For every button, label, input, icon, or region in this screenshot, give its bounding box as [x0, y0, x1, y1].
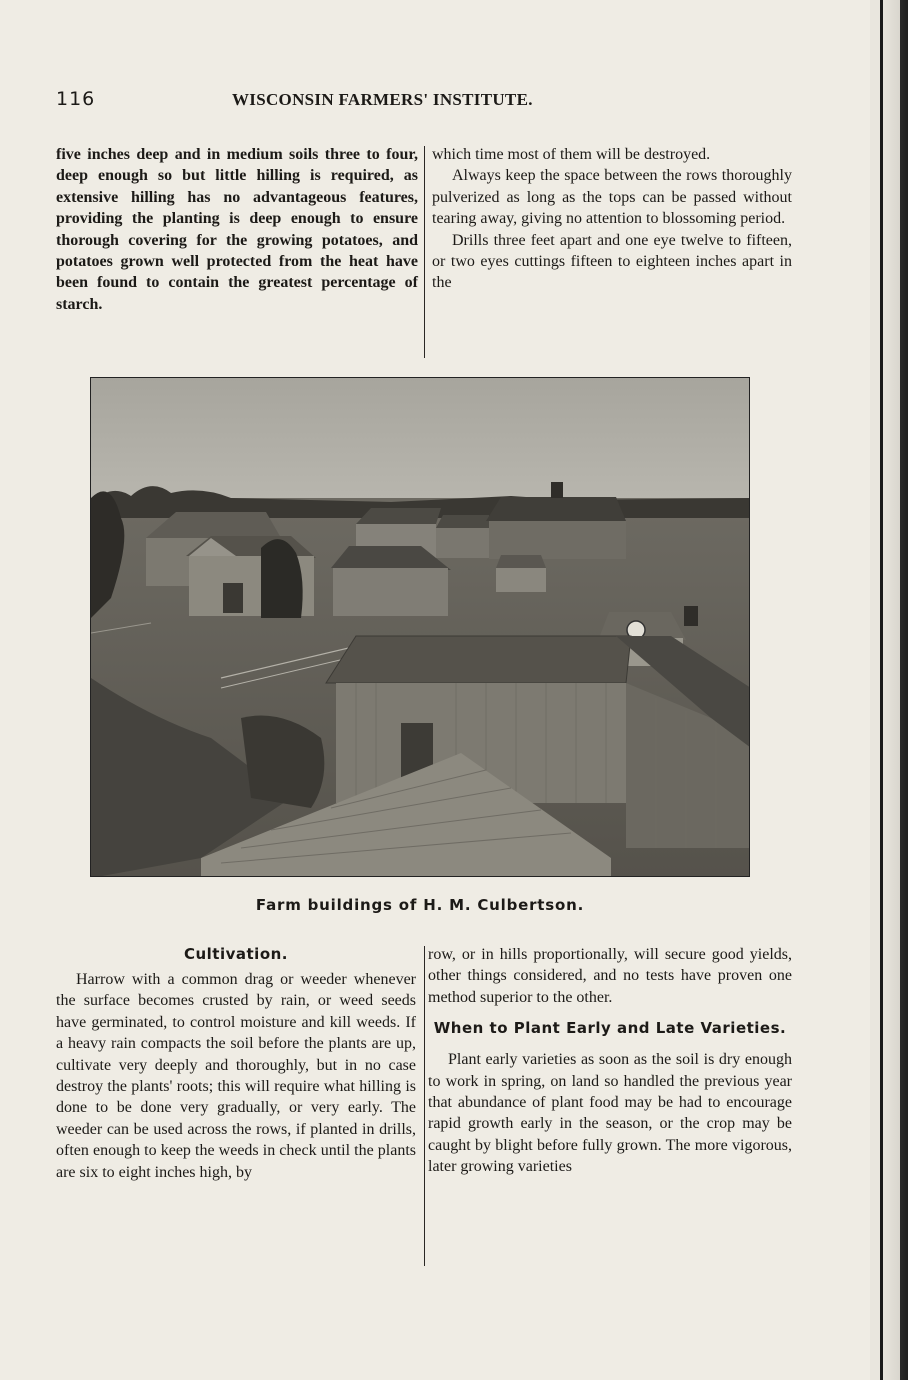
- farm-buildings-photo: [90, 377, 750, 877]
- cultivation-heading: Cultivation.: [183, 945, 289, 963]
- bottom-left-column: [56, 944, 416, 1183]
- top-right-paragraph-1: which time most of them will be destroyed.: [432, 146, 711, 163]
- planting-time-heading: When to Plant Early and Late Varieties.: [433, 1019, 787, 1038]
- top-right-column: [432, 144, 792, 294]
- page-number: 116: [56, 88, 96, 110]
- top-right-paragraph-2: Always keep the space between the rows thoroughly pulverized as long as the tops can be passed without tearing away, giving no attention to blossoming period.: [432, 167, 792, 228]
- top-left-column: [56, 144, 418, 315]
- running-title: WISCONSIN FARMERS' INSTITUTE.: [232, 90, 533, 109]
- page-header: [56, 88, 796, 118]
- book-spine-edge: [870, 0, 908, 1380]
- cultivation-paragraph: Harrow with a common drag or weeder whenever the surface becomes crusted by rain, or weed seeds have germinated, to control moisture and kill weeds. If a heavy rain compacts the soil before the plants are up, cultivate very deeply and thoroughly, but in no case destroy the plants' roots; this will require what hilling is done to be done very gradually, or very early. The weeder can be used across the rows, if planted in drills, often enough to keep the weeds in check until the plants are six to eight inches high, by: [56, 971, 416, 1181]
- bottom-right-column: [428, 944, 792, 1178]
- figure-caption: Farm buildings of H. M. Culbertson.: [255, 896, 585, 914]
- top-left-paragraph: five inches deep and in medium soils three to four, deep enough so but little hilling is required, as extensive hilling has no advantageous features, providing the planting is deep enough to ensure thorough covering for the growing potatoes, and potatoes grown well protected from the heat have been found to contain the greatest percentage of starch.: [56, 146, 418, 313]
- planting-time-paragraph: Plant early varieties as soon as the soil is dry enough to work in spring, on land so handled the previous year that abundance of plant food may be had to encourage rapid growth early in the season, or the crop may be caught by blight before fully grown. The more vigorous, later growing varieties: [428, 1051, 792, 1176]
- top-right-paragraph-3: Drills three feet apart and one eye twelve to fifteen, or two eyes cuttings fifteen to eighteen inches apart in the: [432, 231, 792, 292]
- column-divider-bottom: [424, 946, 425, 1266]
- bottom-right-continuation: row, or in hills proportionally, will secure good yields, other things considered, and no tests have proven one method superior to the other.: [428, 946, 792, 1006]
- column-divider-top: [424, 146, 425, 358]
